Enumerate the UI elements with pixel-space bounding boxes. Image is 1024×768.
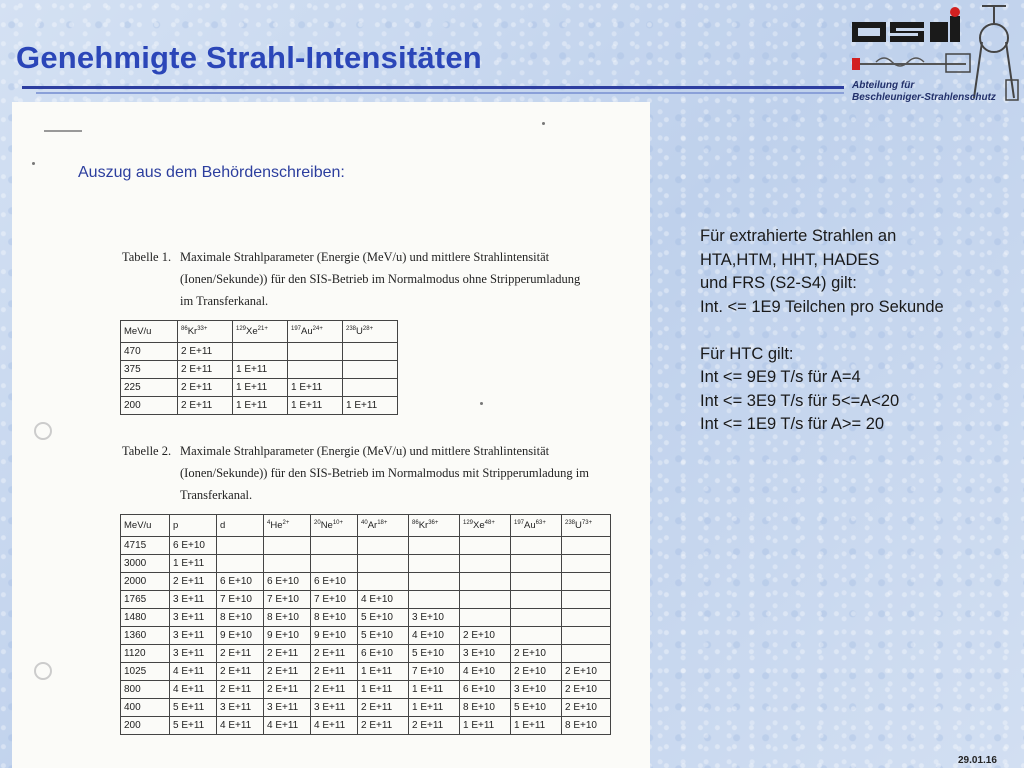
table2-caption-line2: (Ionen/Sekunde)) für den SIS-Betrieb im Normalmodus mit Stripperumladung im — [180, 466, 589, 480]
intensity-cell — [311, 537, 358, 555]
intensity-cell: 4 E+11 — [170, 663, 217, 681]
intensity-cell: 8 E+10 — [311, 609, 358, 627]
header-label: MeV/u — [124, 326, 152, 337]
charge-state: 2+ — [282, 519, 290, 526]
intensity-cell: 2 E+10 — [460, 627, 511, 645]
title-underline-secondary — [36, 92, 844, 94]
table2-label: Tabelle 2. — [122, 444, 172, 458]
charge-state: 10+ — [332, 519, 344, 526]
table-header-cell — [121, 321, 178, 343]
header-label: d — [220, 520, 226, 531]
intensity-cell — [358, 537, 409, 555]
isotope-mass: 86 — [412, 519, 419, 526]
title-underline — [22, 86, 844, 89]
intensity-cell: 4 E+11 — [217, 717, 264, 735]
header-label: U — [356, 326, 363, 338]
scan-speck — [480, 402, 483, 405]
logo-subtitle-line2: Beschleuniger-Strahlenschutz — [852, 92, 996, 103]
intensity-cell: 1 E+11 — [233, 361, 288, 379]
header-label: Xe — [473, 520, 485, 532]
table-row — [121, 397, 398, 415]
scan-speck — [32, 162, 35, 165]
intensity-cell — [409, 591, 460, 609]
intensity-cell: 8 E+10 — [264, 609, 311, 627]
intensity-cell: 4 E+10 — [460, 663, 511, 681]
table-header-cell — [562, 515, 611, 537]
table1 — [120, 320, 398, 415]
intensity-cell: 2 E+11 — [217, 663, 264, 681]
intensity-cell: 2 E+11 — [409, 717, 460, 735]
intensity-cell: 2 E+11 — [311, 663, 358, 681]
charge-state: 21+ — [257, 325, 268, 332]
scan-speck — [542, 122, 545, 125]
intensity-cell: 3 E+11 — [264, 699, 311, 717]
table-row — [121, 681, 611, 699]
intensity-cell: 2 E+11 — [217, 681, 264, 699]
intensity-cell — [409, 537, 460, 555]
intensity-cell: 3 E+10 — [460, 645, 511, 663]
intensity-cell: 6 E+10 — [460, 681, 511, 699]
intensity-cell: 3 E+10 — [511, 681, 562, 699]
intensity-cell: 6 E+10 — [311, 573, 358, 591]
energy-cell: 800 — [121, 681, 170, 699]
intensity-cell: 3 E+11 — [311, 699, 358, 717]
intensity-cell: 2 E+11 — [264, 663, 311, 681]
intensity-cell: 5 E+11 — [170, 699, 217, 717]
intensity-cell: 4 E+11 — [264, 717, 311, 735]
isotope-mass: 86 — [181, 325, 188, 332]
intensity-cell: 9 E+10 — [264, 627, 311, 645]
table-row — [121, 609, 611, 627]
intensity-cell: 1 E+11 — [409, 681, 460, 699]
intensity-cell: 3 E+11 — [170, 627, 217, 645]
intensity-cell: 7 E+10 — [409, 663, 460, 681]
intensity-cell: 5 E+11 — [170, 717, 217, 735]
charge-state: 73+ — [581, 519, 593, 526]
note-line: HTA,HTM, HHT, HADES — [700, 250, 880, 269]
notes — [700, 225, 944, 437]
table1-caption-line1: Maximale Strahlparameter (Energie (MeV/u) und mittlere Strahlintensität — [180, 250, 550, 264]
charge-state: 18+ — [377, 519, 388, 526]
intensity-cell: 5 E+10 — [358, 609, 409, 627]
intensity-cell — [311, 555, 358, 573]
header-label: p — [173, 520, 179, 531]
table-row — [121, 361, 398, 379]
intensity-cell — [562, 645, 611, 663]
table2-caption-line1: Maximale Strahlparameter (Energie (MeV/u) und mittlere Strahlintensität — [180, 444, 550, 458]
footer-date: 29.01.16 — [958, 755, 997, 766]
intensity-cell — [460, 609, 511, 627]
table1-caption-line2: (Ionen/Sekunde)) für den SIS-Betrieb im Normalmodus ohne Stripperumladung — [180, 272, 581, 286]
table-header-row — [121, 515, 611, 537]
intensity-cell: 5 E+10 — [511, 699, 562, 717]
intensity-cell: 7 E+10 — [264, 591, 311, 609]
intensity-cell: 2 E+11 — [264, 645, 311, 663]
isotope-mass: 40 — [361, 519, 368, 526]
energy-cell: 470 — [121, 343, 178, 361]
table-header-cell — [343, 321, 398, 343]
intensity-cell: 1 E+11 — [460, 717, 511, 735]
table-header-row — [121, 321, 398, 343]
intensity-cell — [217, 537, 264, 555]
punch-hole — [34, 662, 52, 680]
intensity-cell: 2 E+10 — [511, 645, 562, 663]
intensity-cell: 6 E+10 — [217, 573, 264, 591]
intensity-cell: 7 E+10 — [217, 591, 264, 609]
intensity-cell: 1 E+11 — [233, 379, 288, 397]
intensity-cell — [460, 591, 511, 609]
intensity-cell — [511, 555, 562, 573]
intensity-cell: 4 E+11 — [311, 717, 358, 735]
intensity-cell — [511, 609, 562, 627]
charge-state: 36+ — [428, 519, 439, 526]
isotope-mass: 4 — [267, 519, 271, 526]
table-header-cell — [288, 321, 343, 343]
intensity-cell: 2 E+11 — [178, 361, 233, 379]
intensity-cell — [511, 573, 562, 591]
page-title: Genehmigte Strahl-Intensitäten — [16, 40, 482, 75]
intensity-cell: 1 E+11 — [170, 555, 217, 573]
intensity-cell: 2 E+10 — [562, 699, 611, 717]
energy-cell: 400 — [121, 699, 170, 717]
energy-cell: 1025 — [121, 663, 170, 681]
intensity-cell: 2 E+11 — [358, 699, 409, 717]
table1-label: Tabelle 1. — [122, 250, 172, 264]
table-row — [121, 343, 398, 361]
intensity-cell: 2 E+11 — [264, 681, 311, 699]
energy-cell: 225 — [121, 379, 178, 397]
intensity-cell — [460, 555, 511, 573]
intensity-cell: 1 E+11 — [511, 717, 562, 735]
table-header-cell — [409, 515, 460, 537]
intensity-cell: 1 E+11 — [288, 397, 343, 415]
table-header-cell — [121, 515, 170, 537]
charge-state: 63+ — [535, 519, 546, 526]
isotope-mass: 238 — [346, 325, 357, 332]
intensity-cell: 9 E+10 — [217, 627, 264, 645]
logo-subtitle — [852, 80, 996, 104]
intensity-cell: 1 E+11 — [409, 699, 460, 717]
intensity-cell: 2 E+10 — [511, 663, 562, 681]
table-header-cell — [311, 515, 358, 537]
intensity-cell: 4 E+11 — [170, 681, 217, 699]
header-label: He — [270, 520, 283, 532]
table-header-cell — [217, 515, 264, 537]
energy-cell: 200 — [121, 717, 170, 735]
intensity-cell: 2 E+10 — [562, 681, 611, 699]
intensity-cell — [460, 573, 511, 591]
intensity-cell: 2 E+11 — [358, 717, 409, 735]
intensity-cell: 3 E+10 — [409, 609, 460, 627]
table2-caption — [122, 440, 622, 506]
energy-cell: 375 — [121, 361, 178, 379]
intensity-cell: 8 E+10 — [217, 609, 264, 627]
energy-cell: 3000 — [121, 555, 170, 573]
intensity-cell — [343, 361, 398, 379]
table1-caption-line3: im Transferkanal. — [180, 294, 269, 308]
table1-caption — [122, 246, 622, 312]
table-header-cell — [170, 515, 217, 537]
header-label: Au — [301, 326, 313, 338]
table-row — [121, 379, 398, 397]
intensity-cell — [562, 573, 611, 591]
table-row — [121, 537, 611, 555]
table2 — [120, 514, 611, 735]
intensity-cell — [511, 627, 562, 645]
note-line: Int <= 1E9 T/s für A>= 20 — [700, 415, 885, 433]
intensity-cell — [562, 627, 611, 645]
charge-state: 28+ — [362, 325, 374, 332]
intensity-cell — [233, 343, 288, 361]
logo-subtitle-line1: Abteilung für — [852, 80, 915, 91]
header-label: Kr — [418, 520, 429, 532]
intensity-cell: 6 E+10 — [264, 573, 311, 591]
table-row — [121, 627, 611, 645]
charge-state: 33+ — [197, 325, 208, 332]
energy-cell: 200 — [121, 397, 178, 415]
table-row — [121, 663, 611, 681]
energy-cell: 2000 — [121, 573, 170, 591]
intensity-cell — [264, 555, 311, 573]
table-header-cell — [178, 321, 233, 343]
intensity-cell: 3 E+11 — [170, 609, 217, 627]
scanned-document — [12, 102, 650, 768]
intensity-cell — [288, 361, 343, 379]
energy-cell: 4715 — [121, 537, 170, 555]
intensity-cell — [562, 555, 611, 573]
intensity-cell: 2 E+11 — [311, 645, 358, 663]
charge-state: 24+ — [312, 325, 323, 332]
note-line: Für HTC gilt: — [700, 344, 794, 363]
table-header-cell — [358, 515, 409, 537]
intensity-cell: 2 E+11 — [170, 573, 217, 591]
note-spacer — [700, 319, 944, 343]
isotope-mass: 238 — [565, 519, 576, 526]
intensity-cell: 1 E+11 — [358, 681, 409, 699]
scan-intro: Auszug aus dem Behördenschreiben: — [78, 164, 345, 181]
header-label: Kr — [187, 326, 198, 338]
intensity-cell — [343, 343, 398, 361]
intensity-cell: 1 E+11 — [358, 663, 409, 681]
intensity-cell — [562, 537, 611, 555]
intensity-cell: 1 E+11 — [288, 379, 343, 397]
intensity-cell — [288, 343, 343, 361]
note-line: und FRS (S2-S4) gilt: — [700, 274, 857, 292]
header-label: MeV/u — [124, 520, 152, 531]
table-header-cell — [233, 321, 288, 343]
scan-mark — [44, 130, 82, 132]
table-header-cell — [460, 515, 511, 537]
table-row — [121, 573, 611, 591]
header-label: Ar — [367, 520, 378, 532]
intensity-cell: 5 E+10 — [409, 645, 460, 663]
intensity-cell: 2 E+11 — [178, 379, 233, 397]
isotope-mass: 129 — [463, 519, 474, 526]
intensity-cell — [264, 537, 311, 555]
intensity-cell — [358, 573, 409, 591]
intensity-cell: 2 E+11 — [178, 397, 233, 415]
energy-cell: 1120 — [121, 645, 170, 663]
header-label: Au — [524, 520, 536, 532]
intensity-cell: 6 E+10 — [358, 645, 409, 663]
intensity-cell: 4 E+10 — [409, 627, 460, 645]
intensity-cell — [217, 555, 264, 573]
isotope-mass: 197 — [291, 325, 302, 332]
intensity-cell: 2 E+10 — [562, 663, 611, 681]
isotope-mass: 20 — [314, 519, 321, 526]
intensity-cell — [511, 537, 562, 555]
table-row — [121, 645, 611, 663]
intensity-cell: 8 E+10 — [562, 717, 611, 735]
table-row — [121, 591, 611, 609]
intensity-cell: 2 E+11 — [217, 645, 264, 663]
note-line: Für extrahierte Strahlen an — [700, 227, 897, 245]
intensity-cell: 2 E+11 — [311, 681, 358, 699]
table2-caption-line3: Transferkanal. — [180, 488, 253, 502]
table-row — [121, 699, 611, 717]
header-label: Xe — [246, 326, 258, 338]
intensity-cell: 5 E+10 — [358, 627, 409, 645]
charge-state: 48+ — [484, 519, 495, 526]
table-header-cell — [264, 515, 311, 537]
table-header-cell — [511, 515, 562, 537]
intensity-cell: 7 E+10 — [311, 591, 358, 609]
intensity-cell: 3 E+11 — [170, 645, 217, 663]
intensity-cell: 1 E+11 — [233, 397, 288, 415]
header-label: Ne — [320, 520, 333, 532]
intensity-cell: 8 E+10 — [460, 699, 511, 717]
intensity-cell — [358, 555, 409, 573]
intensity-cell: 9 E+10 — [311, 627, 358, 645]
energy-cell: 1480 — [121, 609, 170, 627]
intensity-cell: 4 E+10 — [358, 591, 409, 609]
energy-cell: 1765 — [121, 591, 170, 609]
energy-cell: 1360 — [121, 627, 170, 645]
table-row — [121, 717, 611, 735]
punch-hole — [34, 422, 52, 440]
intensity-cell: 1 E+11 — [343, 397, 398, 415]
note-line: Int <= 3E9 T/s für 5<=A<20 — [700, 391, 900, 410]
note-line: Int <= 9E9 T/s für A=4 — [700, 368, 861, 386]
table-row — [121, 555, 611, 573]
isotope-mass: 129 — [236, 325, 247, 332]
intensity-cell: 3 E+11 — [217, 699, 264, 717]
intensity-cell — [460, 537, 511, 555]
intensity-cell — [511, 591, 562, 609]
intensity-cell — [343, 379, 398, 397]
intensity-cell — [409, 573, 460, 591]
intensity-cell — [409, 555, 460, 573]
note-line: Int. <= 1E9 Teilchen pro Sekunde — [700, 297, 944, 316]
intensity-cell: 6 E+10 — [170, 537, 217, 555]
intensity-cell: 3 E+11 — [170, 591, 217, 609]
intensity-cell — [562, 591, 611, 609]
isotope-mass: 197 — [514, 519, 525, 526]
header-label: U — [575, 520, 582, 532]
intensity-cell: 2 E+11 — [178, 343, 233, 361]
intensity-cell — [562, 609, 611, 627]
